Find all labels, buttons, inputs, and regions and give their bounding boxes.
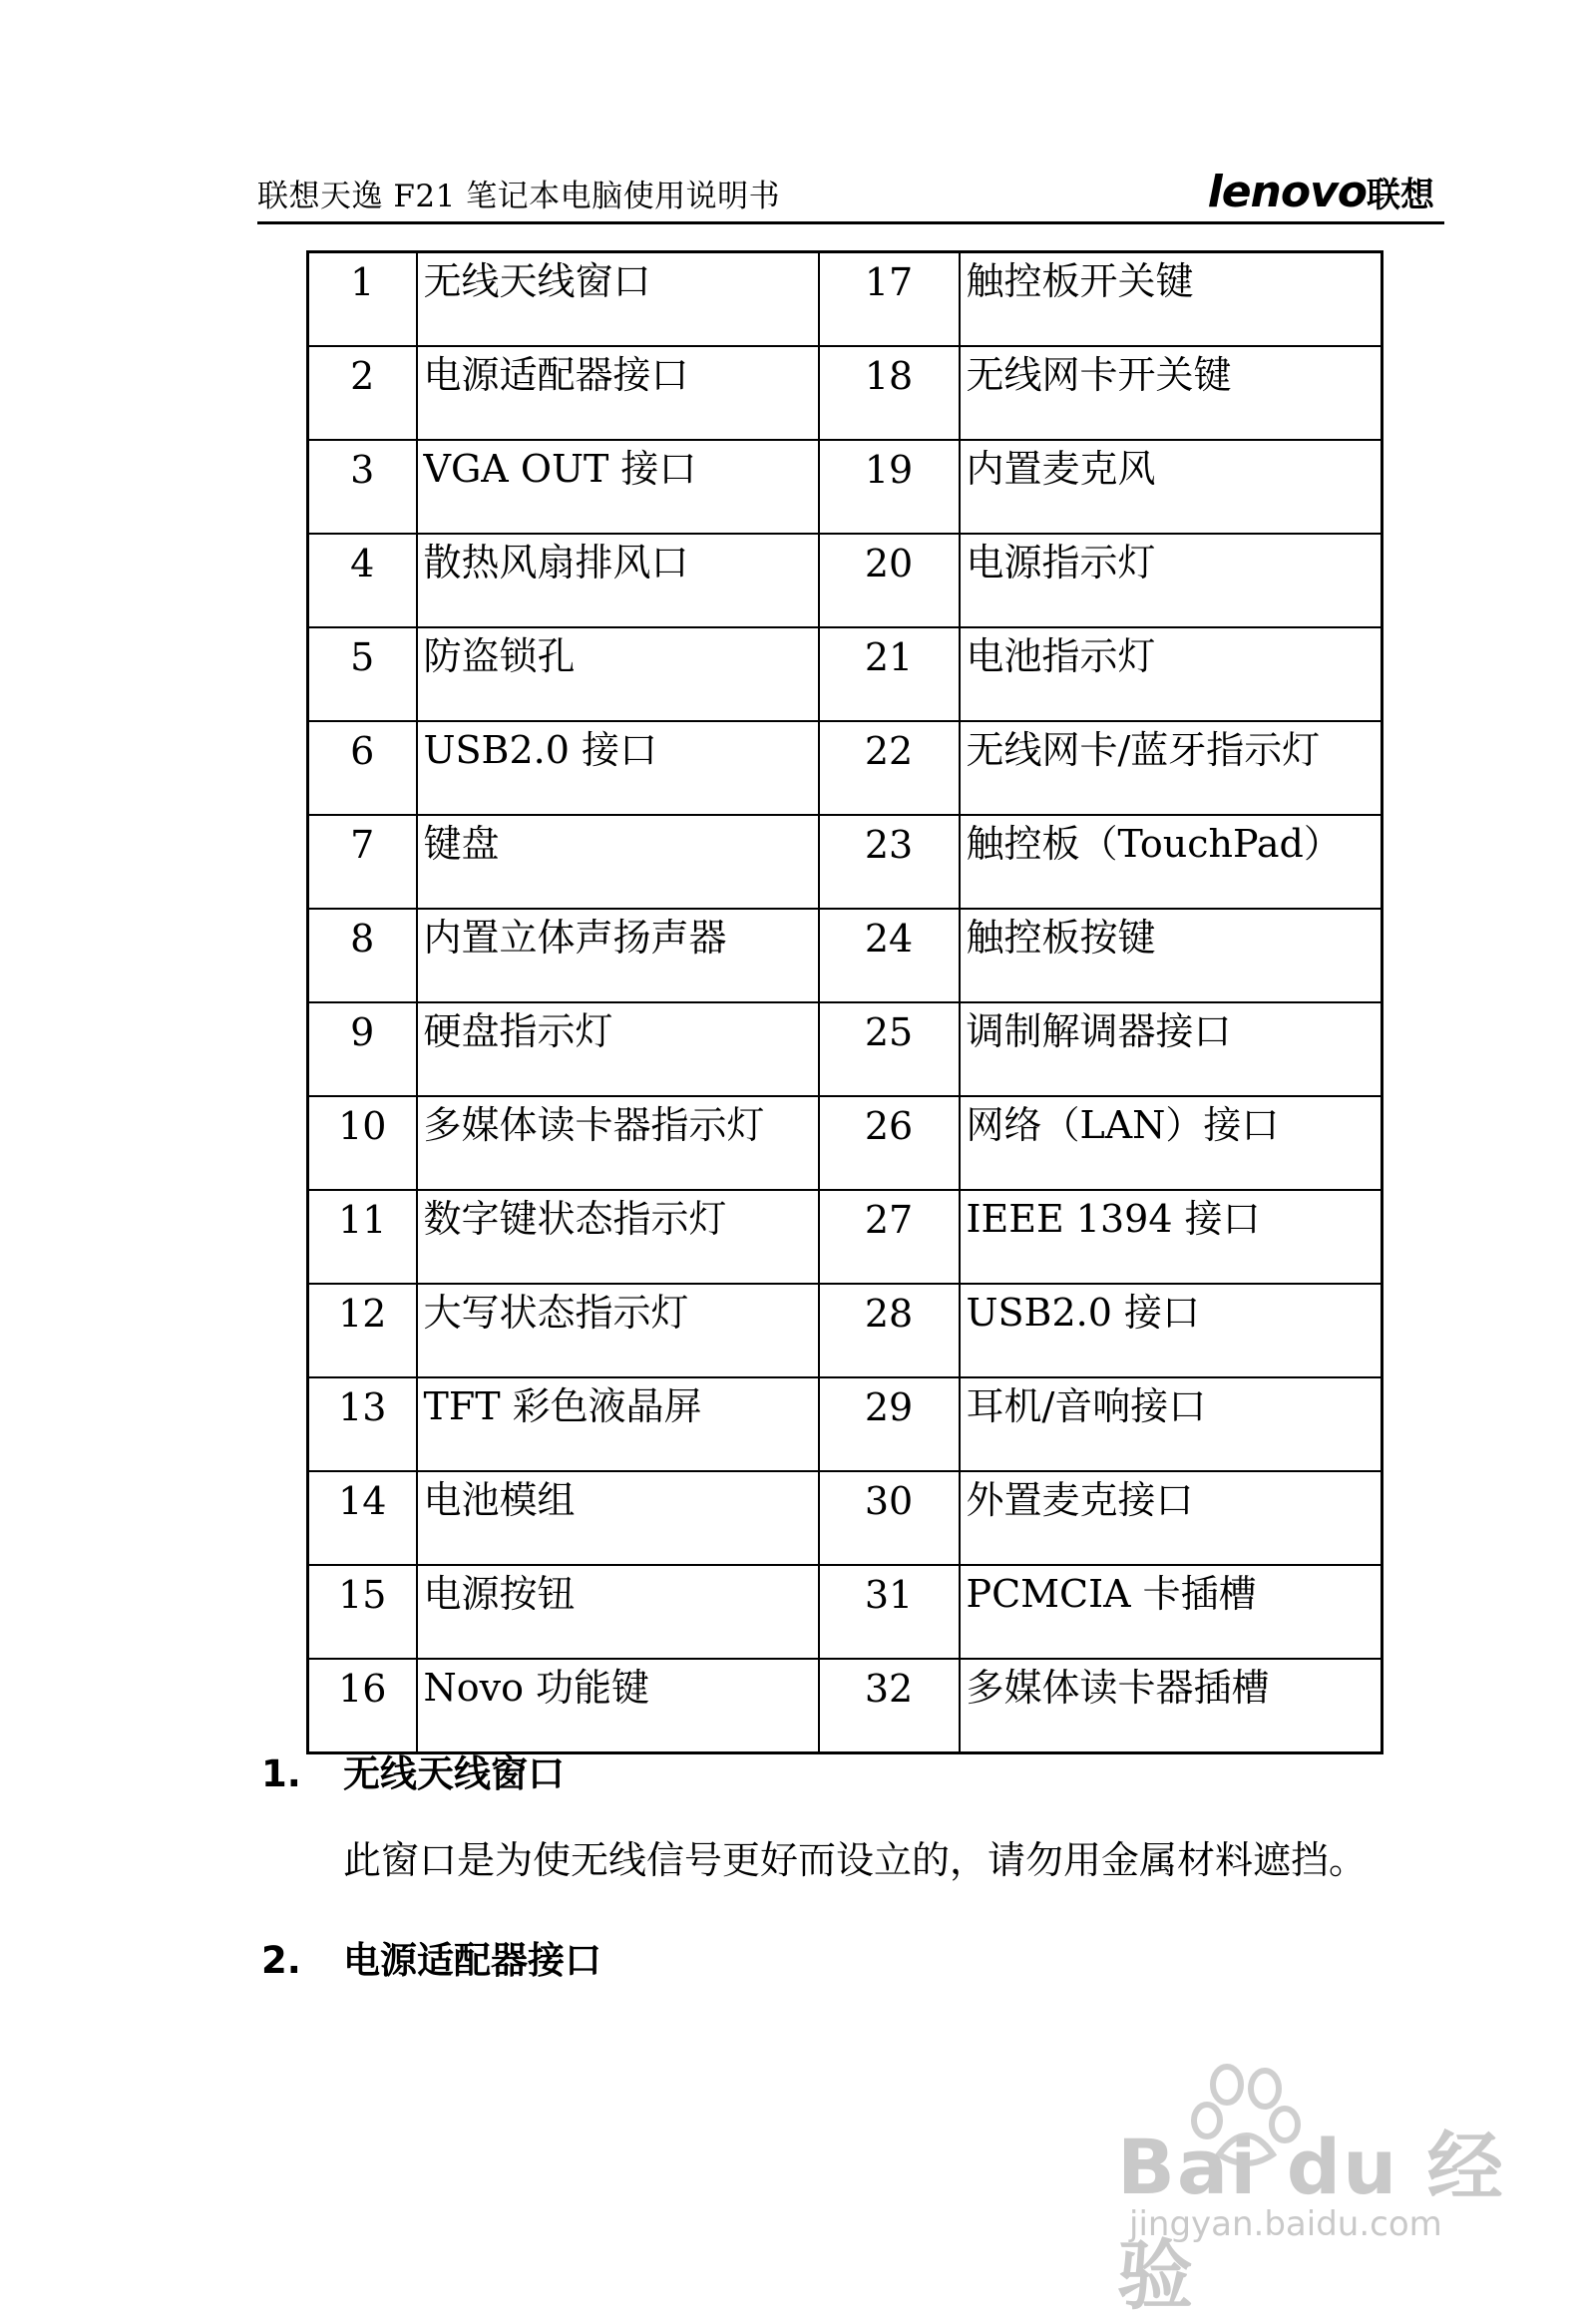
part-name: 触控板按键: [960, 909, 1382, 1002]
table-row: [308, 627, 1382, 721]
watermark-url: jingyan.baidu.com: [1129, 2204, 1442, 2244]
part-number: 21: [819, 627, 960, 721]
part-name: 大写状态指示灯: [417, 1284, 819, 1377]
part-name: 耳机/音响接口: [960, 1377, 1382, 1471]
table-row: [308, 1471, 1382, 1565]
parts-table: [306, 250, 1383, 1754]
table-row: [308, 252, 1382, 347]
document-title: 联想天逸 F21 笔记本电脑使用说明书: [257, 179, 781, 214]
part-number: 28: [819, 1284, 960, 1377]
part-number: 14: [308, 1471, 417, 1565]
part-number: 8: [308, 909, 417, 1002]
table-row: [308, 909, 1382, 1002]
part-number: 11: [308, 1190, 417, 1284]
part-name: 调制解调器接口: [960, 1002, 1382, 1096]
part-number: 30: [819, 1471, 960, 1565]
part-name: USB2.0 接口: [417, 721, 819, 815]
part-name: 触控板（TouchPad）: [960, 815, 1382, 909]
part-number: 7: [308, 815, 417, 909]
table-row: [308, 1659, 1382, 1753]
part-name: 电池指示灯: [960, 627, 1382, 721]
part-name: 无线天线窗口: [417, 252, 819, 347]
part-name: 内置立体声扬声器: [417, 909, 819, 1002]
table-row: [308, 440, 1382, 534]
part-number: 3: [308, 440, 417, 534]
part-number: 20: [819, 534, 960, 627]
watermark-brand: Bai du 经验: [1117, 2123, 1505, 2320]
table-row: [308, 1002, 1382, 1096]
section-body-1: 此窗口是为使无线信号更好而设立的，请勿用金属材料遮挡。: [343, 1838, 1368, 1882]
part-name: VGA OUT 接口: [417, 440, 819, 534]
part-number: 1: [308, 252, 417, 347]
part-number: 17: [819, 252, 960, 347]
part-number: 12: [308, 1284, 417, 1377]
section-number: 2.: [261, 1939, 301, 1982]
table-row: [308, 1190, 1382, 1284]
part-number: 32: [819, 1659, 960, 1753]
part-name: USB2.0 接口: [960, 1284, 1382, 1377]
part-name: 散热风扇排风口: [417, 534, 819, 627]
part-name: 多媒体读卡器指示灯: [417, 1096, 819, 1190]
part-number: 19: [819, 440, 960, 534]
part-name: 电源按钮: [417, 1565, 819, 1659]
part-name: 电池模组: [417, 1471, 819, 1565]
section-heading-2: [261, 1930, 601, 1984]
part-number: 18: [819, 346, 960, 440]
part-name: 电源适配器接口: [417, 346, 819, 440]
header-divider: [257, 221, 1444, 224]
part-number: 31: [819, 1565, 960, 1659]
part-number: 15: [308, 1565, 417, 1659]
part-name: 触控板开关键: [960, 252, 1382, 347]
part-name: TFT 彩色液晶屏: [417, 1377, 819, 1471]
part-number: 10: [308, 1096, 417, 1190]
part-number: 4: [308, 534, 417, 627]
part-name: 无线网卡/蓝牙指示灯: [960, 721, 1382, 815]
part-name: 数字键状态指示灯: [417, 1190, 819, 1284]
part-number: 26: [819, 1096, 960, 1190]
part-name: 内置麦克风: [960, 440, 1382, 534]
part-number: 9: [308, 1002, 417, 1096]
part-name: 多媒体读卡器插槽: [960, 1659, 1382, 1753]
part-number: 27: [819, 1190, 960, 1284]
part-name: 无线网卡开关键: [960, 346, 1382, 440]
table-row: [308, 1284, 1382, 1377]
part-name: IEEE 1394 接口: [960, 1190, 1382, 1284]
part-name: Novo 功能键: [417, 1659, 819, 1753]
part-name: 防盗锁孔: [417, 627, 819, 721]
part-number: 13: [308, 1377, 417, 1471]
table-row: [308, 721, 1382, 815]
part-number: 5: [308, 627, 417, 721]
lenovo-logo-text: lenovo: [1207, 167, 1367, 217]
baidu-jingyan-watermark: [1107, 2055, 1506, 2320]
table-row: [308, 1377, 1382, 1471]
part-name: 电源指示灯: [960, 534, 1382, 627]
table-row: [308, 534, 1382, 627]
table-row: [308, 346, 1382, 440]
part-number: 2: [308, 346, 417, 440]
section-title: 电源适配器接口: [343, 1939, 601, 1982]
part-number: 16: [308, 1659, 417, 1753]
section-number: 1.: [261, 1752, 301, 1795]
part-number: 29: [819, 1377, 960, 1471]
page-header: [257, 167, 1444, 221]
table-row: [308, 1565, 1382, 1659]
part-number: 22: [819, 721, 960, 815]
part-number: 6: [308, 721, 417, 815]
part-number: 23: [819, 815, 960, 909]
part-name: 硬盘指示灯: [417, 1002, 819, 1096]
section-title: 无线天线窗口: [343, 1752, 565, 1795]
table-row: [308, 1096, 1382, 1190]
part-number: 25: [819, 1002, 960, 1096]
section-heading-1: [261, 1743, 565, 1797]
part-name: 键盘: [417, 815, 819, 909]
part-name: 网络（LAN）接口: [960, 1096, 1382, 1190]
lenovo-logo-cn: 联想: [1367, 176, 1434, 215]
part-name: 外置麦克接口: [960, 1471, 1382, 1565]
part-number: 24: [819, 909, 960, 1002]
table-row: [308, 815, 1382, 909]
lenovo-logo: [1208, 167, 1434, 217]
part-name: PCMCIA 卡插槽: [960, 1565, 1382, 1659]
